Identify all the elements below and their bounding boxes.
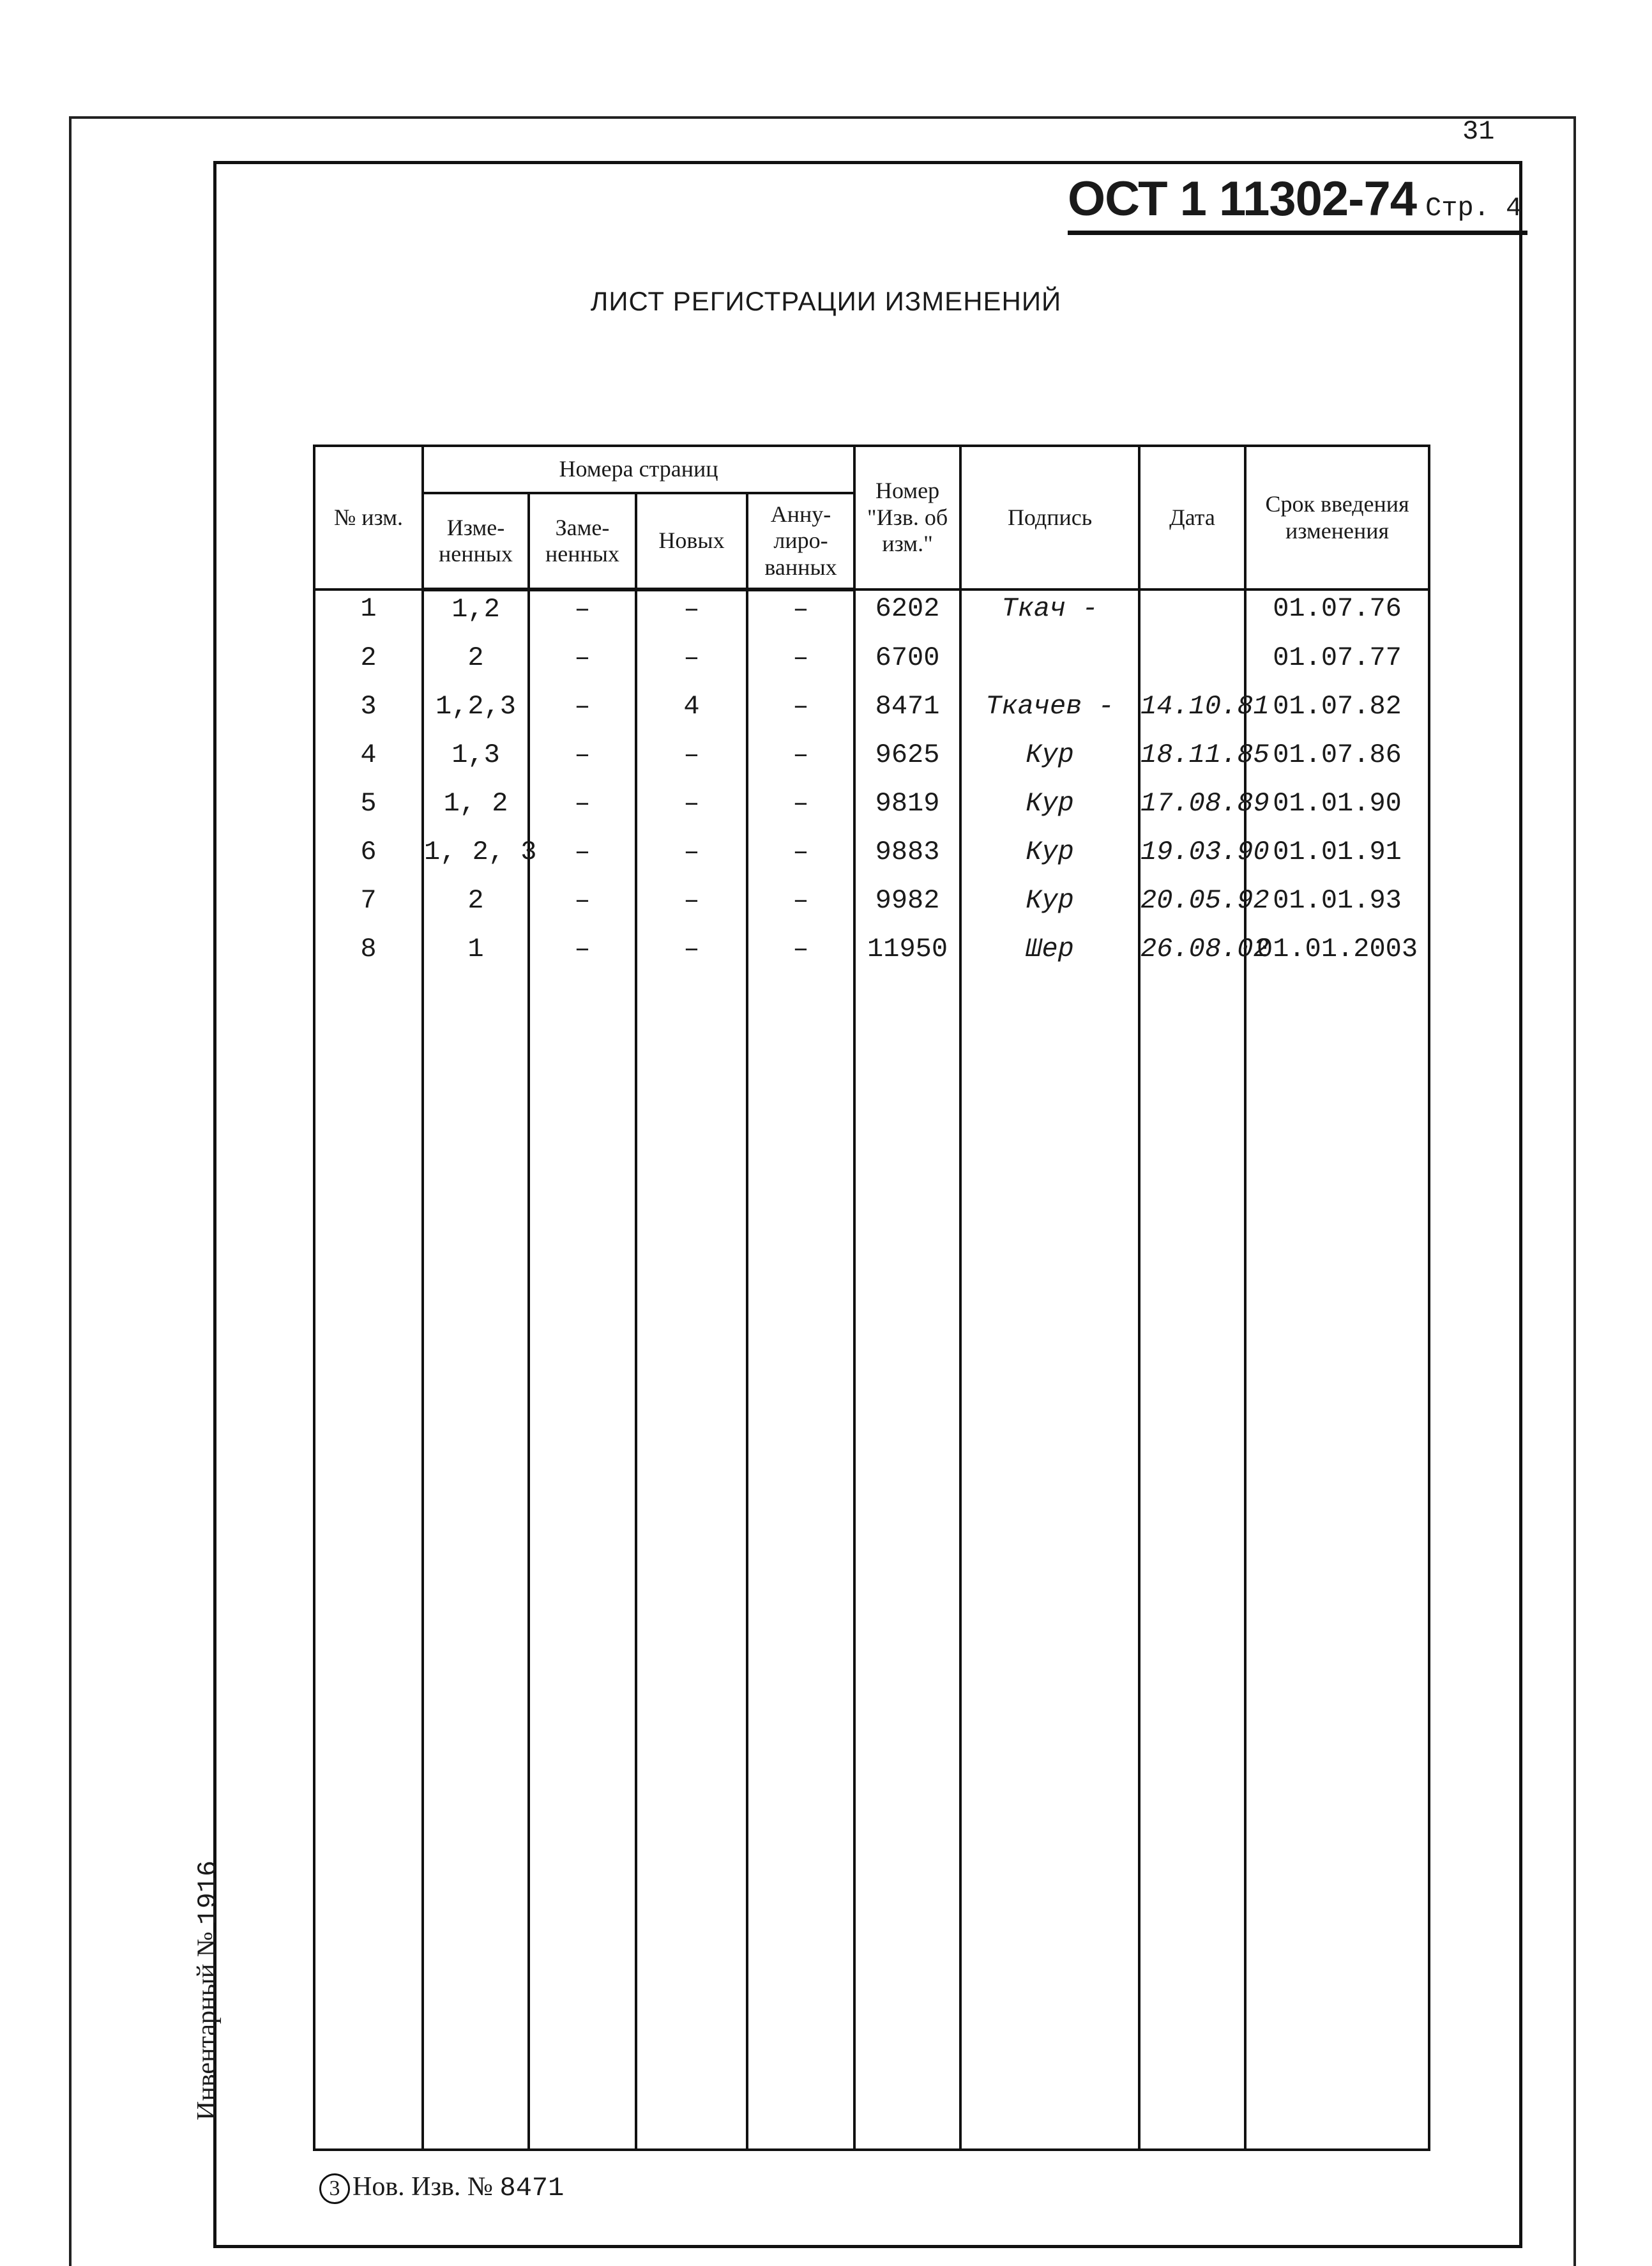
table-row (314, 786, 1429, 834)
cell-signature: Шер (960, 931, 1139, 980)
header-page-numbers: Номера страниц (423, 446, 854, 493)
cell-changed: 2 (423, 883, 529, 931)
cell-date: 18.11.85 (1139, 737, 1245, 786)
cell-date: 19.03.90 (1139, 834, 1245, 883)
cell-notice: 11950 (854, 931, 960, 980)
cell-term: 01.01.93 (1245, 883, 1429, 931)
cell-new: – (636, 931, 747, 980)
cell-notice: 6202 (854, 589, 960, 640)
header-changed: Изме- ненных (423, 493, 529, 589)
cell-date: 14.10.81 (1139, 688, 1245, 737)
cell-annulled: – (747, 737, 854, 786)
cell-new: – (636, 589, 747, 640)
empty-cell (314, 980, 423, 2150)
cell-signature: Кур (960, 786, 1139, 834)
empty-cell (960, 980, 1139, 2150)
header-new: Новых (636, 493, 747, 589)
cell-signature (960, 640, 1139, 688)
cell-new: 4 (636, 688, 747, 737)
cell-notice: 9883 (854, 834, 960, 883)
cell-date: 20.05.92 (1139, 883, 1245, 931)
cell-replaced: – (529, 834, 636, 883)
document-code: ОСТ 1 11302-74 (1068, 172, 1417, 226)
cell-annulled: – (747, 640, 854, 688)
cell-changed: 1, 2, 3 (423, 834, 529, 883)
footer-notice-number: 8471 (499, 2173, 565, 2203)
cell-annulled: – (747, 931, 854, 980)
cell-notice: 9982 (854, 883, 960, 931)
cell-signature: Ткачев - (960, 688, 1139, 737)
cell-changed: 1 (423, 931, 529, 980)
cell-changed: 1,2 (423, 589, 529, 640)
empty-cell (854, 980, 960, 2150)
cell-new: – (636, 737, 747, 786)
cell-term: 01.07.82 (1245, 688, 1429, 737)
cell-no: 8 (314, 931, 423, 980)
page-title: ЛИСТ РЕГИСТРАЦИИ ИЗМЕНЕНИЙ (590, 286, 1062, 316)
cell-notice: 6700 (854, 640, 960, 688)
cell-term: 01.07.76 (1245, 589, 1429, 640)
cell-signature: Кур (960, 834, 1139, 883)
empty-cell (747, 980, 854, 2150)
cell-no: 1 (314, 589, 423, 640)
header-annulled: Анну- лиро- ванных (747, 493, 854, 589)
header-change-number: № изм. (314, 446, 423, 589)
document-code-block (1068, 171, 1527, 235)
header-notice-number: Номер "Изв. об изм." (854, 446, 960, 589)
cell-term: 01.01.90 (1245, 786, 1429, 834)
header-replaced: Заме- ненных (529, 493, 636, 589)
cell-date: 26.08.02 (1139, 931, 1245, 980)
cell-annulled: – (747, 883, 854, 931)
cell-replaced: – (529, 883, 636, 931)
cell-signature: Кур (960, 883, 1139, 931)
empty-cell (1245, 980, 1429, 2150)
cell-new: – (636, 883, 747, 931)
cell-date: 17.08.89 (1139, 786, 1245, 834)
cell-no: 3 (314, 688, 423, 737)
cell-signature: Ткач - (960, 589, 1139, 640)
header-date: Дата (1139, 446, 1245, 589)
cell-annulled: – (747, 834, 854, 883)
cell-annulled: – (747, 688, 854, 737)
cell-new: – (636, 640, 747, 688)
table-row (314, 640, 1429, 688)
change-registration-table (313, 445, 1430, 2151)
cell-no: 5 (314, 786, 423, 834)
cell-changed: 1, 2 (423, 786, 529, 834)
empty-cell (529, 980, 636, 2150)
header-signature: Подпись (960, 446, 1139, 589)
table-row (314, 589, 1429, 640)
cell-term: 01.01.91 (1245, 834, 1429, 883)
cell-notice: 9625 (854, 737, 960, 786)
inventory-label: Инвентарный № (192, 1931, 222, 2120)
cell-annulled: – (747, 786, 854, 834)
cell-new: – (636, 834, 747, 883)
table-row (314, 834, 1429, 883)
cell-term: 01.01.2003 (1245, 931, 1429, 980)
page-number: 31 (1462, 116, 1495, 147)
cell-notice: 8471 (854, 688, 960, 737)
cell-changed: 1,3 (423, 737, 529, 786)
cell-replaced: – (529, 931, 636, 980)
cell-replaced: – (529, 786, 636, 834)
circled-number: 3 (319, 2173, 350, 2204)
cell-date (1139, 589, 1245, 640)
cell-notice: 9819 (854, 786, 960, 834)
cell-replaced: – (529, 640, 636, 688)
inventory-value: 1916 (193, 1860, 224, 1925)
cell-changed: 2 (423, 640, 529, 688)
cell-date (1139, 640, 1245, 688)
cell-new: – (636, 786, 747, 834)
cell-changed: 1,2,3 (423, 688, 529, 737)
page-label: Стр. 4 (1425, 193, 1522, 224)
cell-no: 2 (314, 640, 423, 688)
table-row (314, 737, 1429, 786)
cell-replaced: – (529, 589, 636, 640)
cell-no: 7 (314, 883, 423, 931)
cell-term: 01.07.77 (1245, 640, 1429, 688)
empty-rows-area (314, 980, 1429, 2150)
table-row (314, 931, 1429, 980)
cell-no: 6 (314, 834, 423, 883)
empty-cell (1139, 980, 1245, 2150)
empty-cell (423, 980, 529, 2150)
table-row (314, 883, 1429, 931)
cell-replaced: – (529, 688, 636, 737)
header-effective-term: Срок введения изменения (1245, 446, 1429, 589)
cell-term: 01.07.86 (1245, 737, 1429, 786)
cell-signature: Кур (960, 737, 1139, 786)
footer-notice (319, 2171, 564, 2204)
inventory-number (192, 1860, 224, 2120)
footer-notice-label: Нов. Изв. № (352, 2172, 493, 2201)
table-row (314, 688, 1429, 737)
empty-cell (636, 980, 747, 2150)
cell-annulled: – (747, 589, 854, 640)
cell-replaced: – (529, 737, 636, 786)
cell-no: 4 (314, 737, 423, 786)
